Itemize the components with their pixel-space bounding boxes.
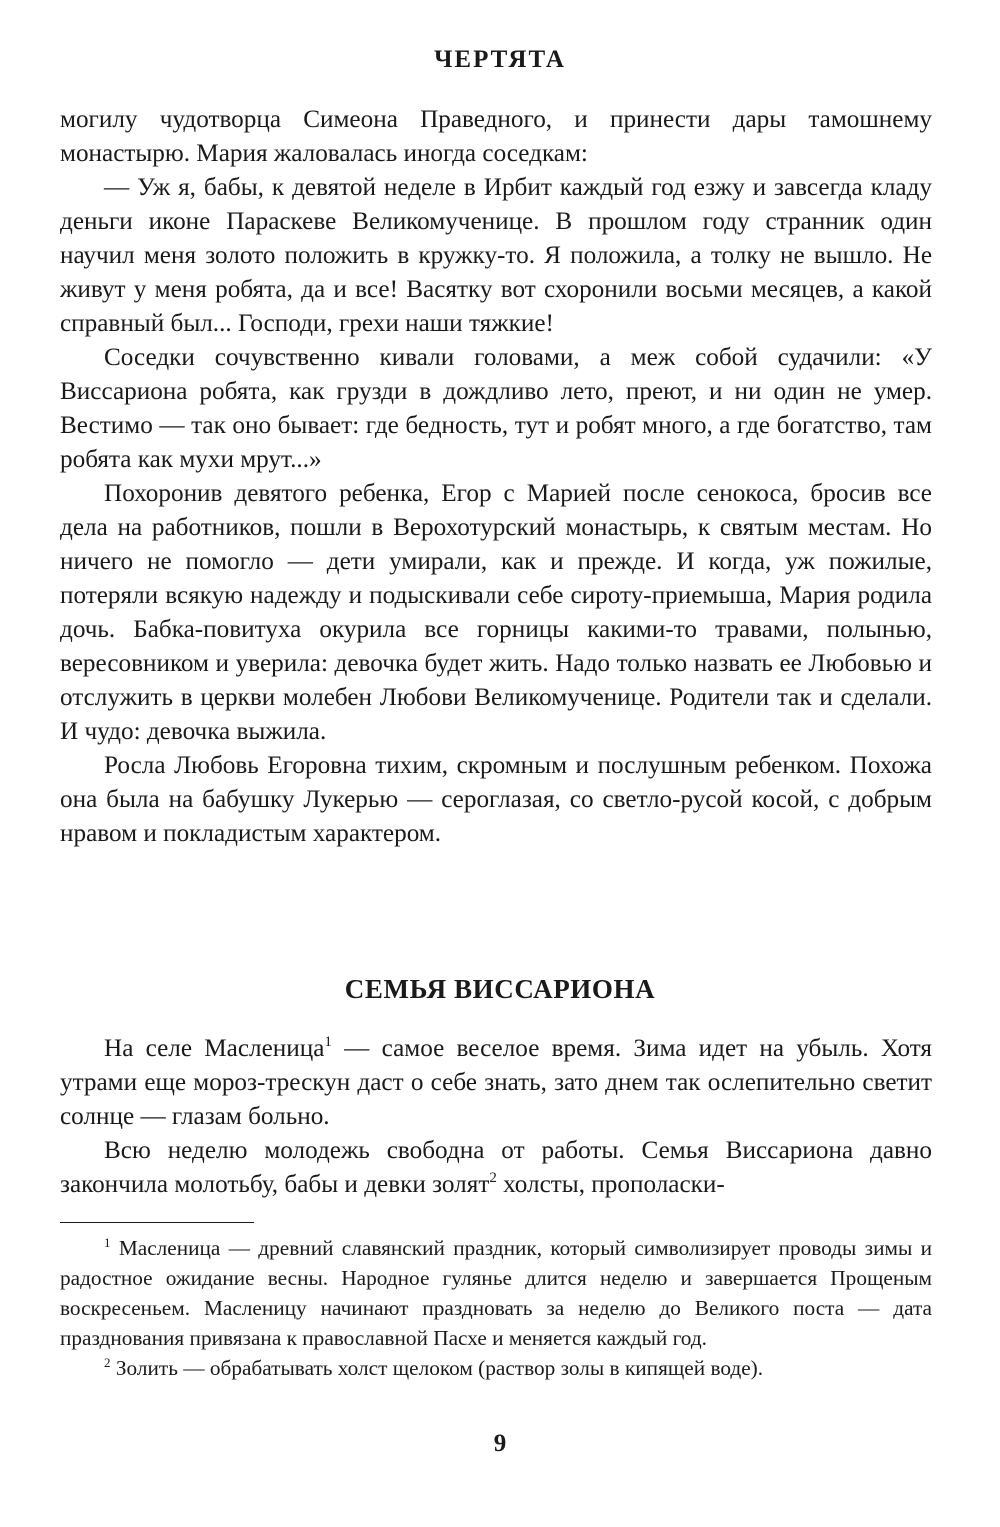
footnote-text: Золить — обрабатывать холст щелоком (раствор золы в кипящей воде). [110,1356,764,1380]
footnote-mark: 1 [104,1235,111,1250]
footnote-divider [60,1222,254,1223]
paragraph: Соседки сочувственно кивали головами, а меж собой судачили: «У Виссариона робята, как грузди в дождливо лето, преют, и ни один не умер. Вестимо — так оно бывает: где бедность, тут и робят много, а где богатство, там робята как мухи мрут...» [60,344,932,473]
footnote-reference[interactable]: 2 [489,1170,497,1186]
footnote-reference[interactable]: 1 [324,1034,332,1050]
footnote [60,1233,932,1353]
paragraph: могилу чудотворца Симеона Праведного, и принести дары тамошнему монастырю. Мария жаловалась иногда соседкам: [60,106,932,167]
running-head: ЧЕРТЯТА [434,46,566,73]
section-title: СЕМЬЯ ВИССАРИОНА [344,974,656,1004]
paragraph-text: холсты, прополаски- [496,1171,725,1198]
paragraph-text: Всю неделю молодежь свободна от работы. Семья Виссариона давно закончила молотьбу, бабы и девки золят [60,1137,932,1198]
footnote-mark: 2 [104,1355,111,1370]
page-number: 9 [493,1430,507,1457]
paragraph-text: На селе Масленица [104,1035,325,1062]
paragraph [60,1032,932,1134]
footnote [60,1353,932,1383]
paragraph: Похоронив девятого ребенка, Егор с Марией после сенокоса, бросив все дела на работников, пошли в Верохотурский монастырь, к святым местам. Но ничего не помогло — дети умирали, как и прежде. И когда, уж пожилые, потеряли всякую надежду и подыскивали себе сироту-приемыша, Мария родила дочь. Бабка-повитуха окурила все горницы какими-то травами, полынью, вересовником и уверила: девочка будет жить. Надо только назвать ее Любовью и отслужить в церкви молебен Любови Великомученице. Родители так и сделали. И чудо: девочка выжила. [60,480,932,745]
section-text [60,1032,932,1202]
paragraph: Росла Любовь Егоровна тихим, скромным и послушным ребенком. Похожа она была на бабушку Лукерью — сероглазая, со светло-русой косой, с добрым нравом и покладистым характером. [60,752,932,847]
footnotes [60,1233,932,1383]
paragraph [60,1134,932,1202]
chapter-text-top [60,103,932,851]
paragraph: — Уж я, бабы, к девятой неделе в Ирбит каждый год езжу и завсегда кладу деньги иконе Параскеве Великомученице. В прошлом году странник один научил меня золото положить в кружку-то. Я положила, а толку не вышло. Не живут у меня робята, да и все! Васятку вот схоронили восьми месяцев, а какой справный был... Господи, грехи наши тяжкие! [60,174,932,337]
footnote-text: Масленица — древний славянский праздник, который символизирует проводы зимы и радостное ожидание весны. Народное гулянье длится неделю и завершается Прощеным воскресеньем. Масленицу начинают праздновать за неделю до Великого поста — дата празднования привязана к православной Пасхе и меняется каждый год. [60,1236,932,1350]
paragraph-text: — самое веселое время. Зима идет на убыль. Хотя утрами еще мороз-трескун даст о себе знать, зато днем так ослепительно светит солнце — глазам больно. [60,1035,933,1130]
